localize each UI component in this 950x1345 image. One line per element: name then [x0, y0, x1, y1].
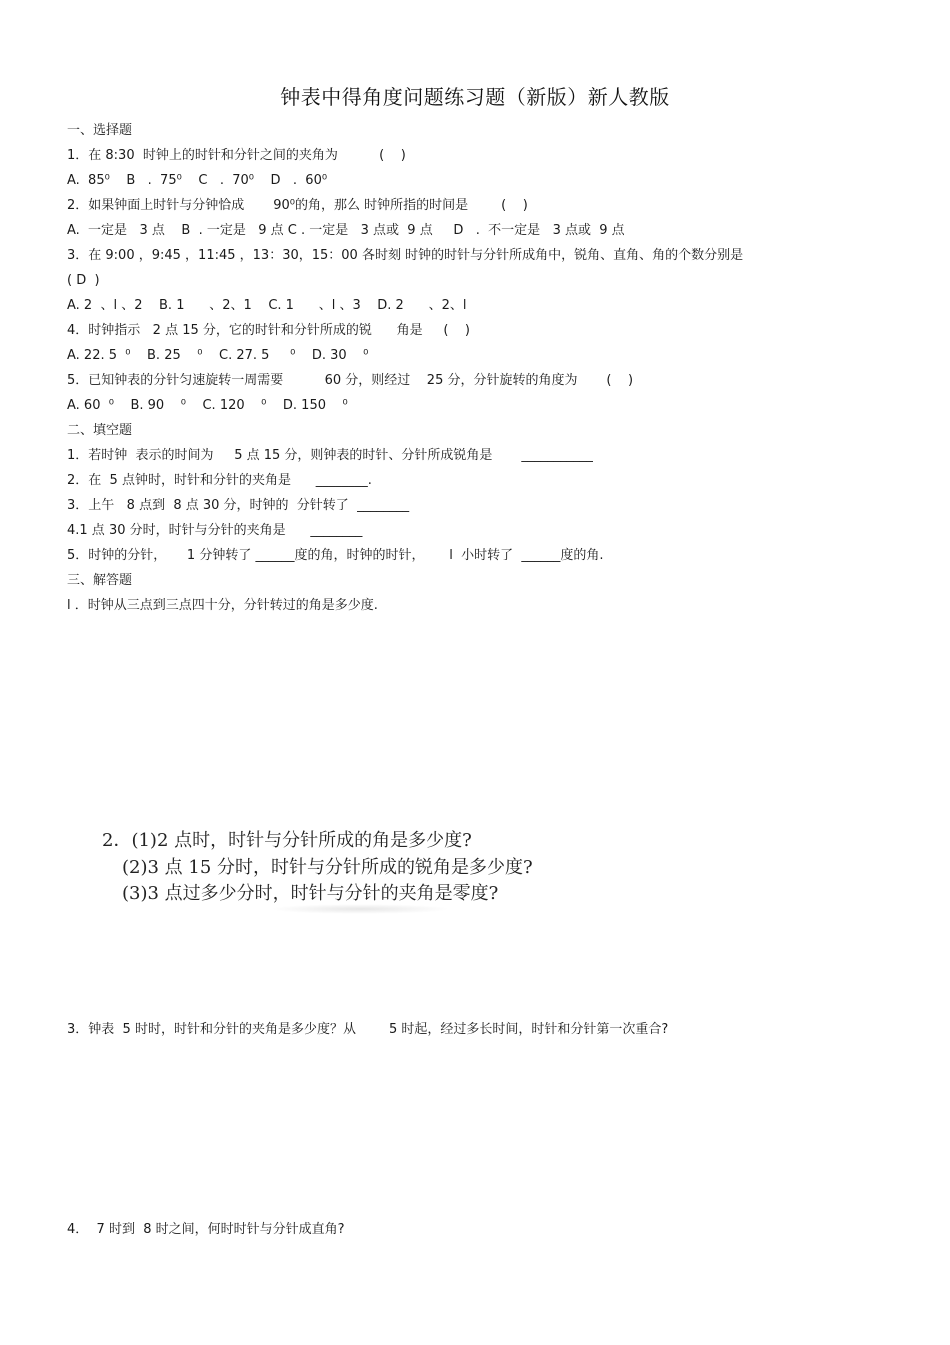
scanned-question-2	[100, 826, 533, 918]
section-heading-solve: 三、解答题	[67, 573, 133, 588]
fill-question-3: 3．上午 8 点到 8 点 30 分，时钟的 分针转了 ________	[67, 498, 410, 513]
section-heading-choice: 一、选择题	[67, 123, 133, 138]
choice-options-4: A. 22. 5 ⁰ B. 25 ⁰ C. 27. 5 ⁰ D. 30 ⁰	[67, 348, 369, 363]
section-heading-fill: 二、填空题	[67, 423, 133, 438]
choice-options-1: A. 85⁰ B . 75⁰ C . 70⁰ D . 60⁰	[67, 173, 328, 188]
solve-question-4: 4． 7 时到 8 时之间，何时时针与分针成直角?	[67, 1222, 345, 1237]
choice-options-2: A. 一定是 3 点 B . 一定是 9 点 C . 一定是 3 点或 9 点 D . 不一定是 3 点或 9 点	[67, 223, 625, 238]
choice-question-2: 2．如果钟面上时针与分钟恰成 90⁰的角，那么 时钟所指的时间是 ( )	[67, 198, 528, 213]
solve-question-2-part-1: 2．(1)2 点时，时针与分针所成的角是多少度?	[102, 830, 472, 851]
choice-question-3: 3．在 9:00 ，9:45 ，11:45 ，13：30，15：00 各时刻 时钟的时针与分针所成角中，锐角、直角、角的个数分别是	[67, 248, 744, 263]
page-title: 钟表中得角度问题练习题（新版）新人教版	[280, 85, 670, 109]
fill-question-4: 4.1 点 30 分时，时针与分针的夹角是 ________	[67, 523, 363, 538]
choice-question-5: 5．已知钟表的分针匀速旋转一周需要 60 分，则经过 25 分，分针旋转的角度为 ( )	[67, 373, 634, 388]
solve-question-3: 3．钟表 5 时时，时针和分针的夹角是多少度？从 5 时起，经过多长时间，时针和分针第一次重合?	[67, 1022, 669, 1037]
choice-answer-3: ( D )	[67, 273, 100, 288]
choice-options-3: A. 2 、l 、2 B. 1 、2、1 C. 1 、l 、3 D. 2 、2、l	[67, 298, 467, 313]
solve-question-1: l ．时钟从三点到三点四十分，分针转过的角是多少度.	[67, 598, 378, 613]
fill-question-2: 2．在 5 点钟时，时针和分针的夹角是 ________.	[67, 473, 372, 488]
choice-options-5: A. 60 ⁰ B. 90 ⁰ C. 120 ⁰ D. 150 ⁰	[67, 398, 348, 413]
fill-question-5: 5．时钟的分针， 1 分钟转了 ______度的角，时钟的时针， l 小时转了 ______度的角.	[67, 548, 604, 563]
solve-question-2-part-3: (3)3 点过多少分时，时针与分针的夹角是零度?	[122, 883, 499, 904]
solve-question-2-part-2: (2)3 点 15 分时，时针与分针所成的锐角是多少度?	[122, 857, 533, 878]
choice-question-4: 4．时钟指示 2 点 15 分，它的时针和分针所成的锐 角是 ( )	[67, 323, 471, 338]
fill-question-1: 1．若时钟 表示的时间为 5 点 15 分，则钟表的时针、分针所成锐角是 ___________	[67, 448, 593, 463]
scan-smudge	[270, 904, 450, 914]
choice-question-1: 1．在 8:30 时钟上的时针和分针之间的夹角为 ( )	[67, 148, 406, 163]
